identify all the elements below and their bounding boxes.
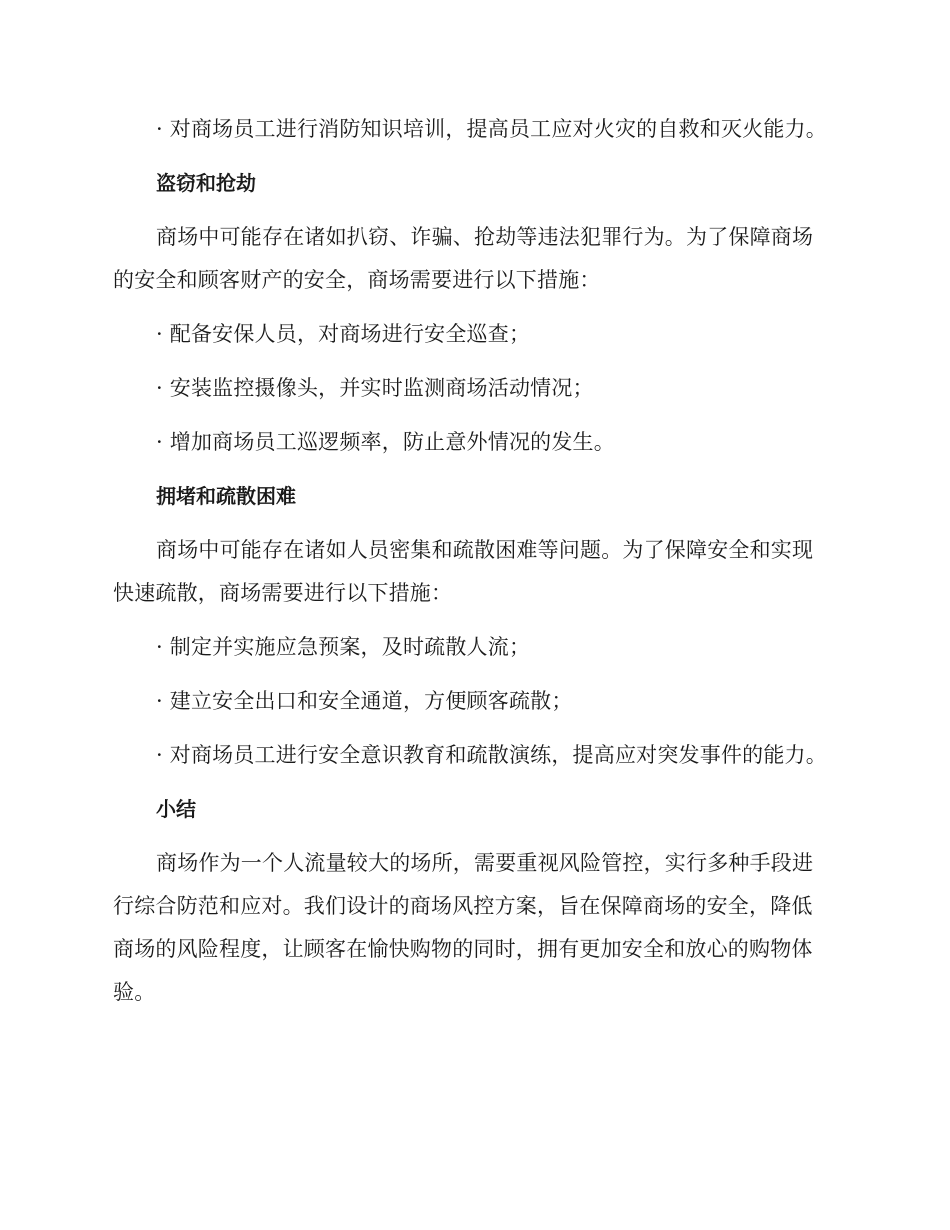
bullet-cameras: · 安装监控摄像头，并实时监测商场活动情况；	[156, 376, 594, 400]
bullet-patrol: · 增加商场员工巡逻频率，防止意外情况的发生。	[156, 430, 615, 454]
paragraph-summary: 商场作为一个人流量较大的场所，需要重视风险管控，实行多种手段进行综合防范和应对。我们设计的商场风控方案，旨在保障商场的安全，降低商场的风险程度，让顾客在愉快购物的同时，拥有更加安全和放心的购物体验。	[113, 851, 814, 1004]
bullet-security-staff: · 配备安保人员，对商场进行安全巡查；	[156, 322, 531, 346]
document-page	[113, 108, 833, 1025]
bullet-exits: · 建立安全出口和安全通道，方便顾客疏散；	[156, 689, 573, 713]
section-heading-theft: 盗窃和抢劫	[156, 171, 256, 195]
paragraph-theft-intro: 商场中可能存在诸如扒窃、诈骗、抢劫等违法犯罪行为。为了保障商场的安全和顾客财产的安全，商场需要进行以下措施：	[113, 225, 814, 292]
section-heading-summary: 小结	[156, 797, 196, 821]
bullet-emergency-plan: · 制定并实施应急预案，及时疏散人流；	[156, 635, 531, 659]
paragraph-crowding-intro: 商场中可能存在诸如人员密集和疏散困难等问题。为了保障安全和实现快速疏散，商场需要进行以下措施：	[113, 538, 814, 605]
bullet-fire-training: · 对商场员工进行消防知识培训，提高员工应对火灾的自救和灭火能力。	[156, 117, 827, 141]
bullet-drills: · 对商场员工进行安全意识教育和疏散演练，提高应对突发事件的能力。	[156, 743, 827, 767]
section-heading-crowding: 拥堵和疏散困难	[156, 484, 296, 508]
